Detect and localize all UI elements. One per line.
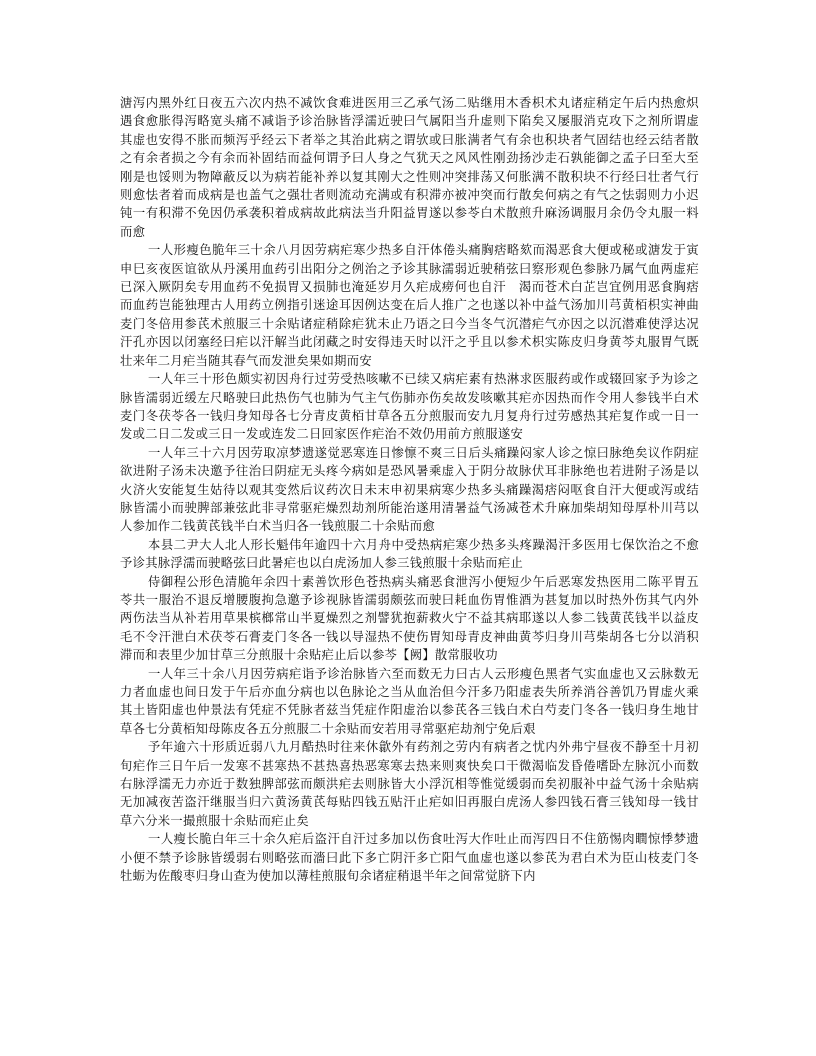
paragraph: 侍御程公形色清脆年余四十素善饮形色苍热病头痛恶食泄泻小便短少午后恶寒发热医用二陈平胃五苓共一服治不退反增腰腹拘急邀予诊视脉皆濡弱颇弦而驶曰耗血伤胃惟酒为甚复加以时热外伤其气内外两伤法当从补若用草果槟榔常山半夏燥烈之剂譬犹抱薪救火宁不益其病耶遂以人参二钱黄芪钱半以益皮毛不令汗泄白术茯苓石膏麦门冬各一钱以导湿热不使伤胃知母青皮神曲黄芩归身川芎柴胡各七分以消积滞而和表里少加甘草三分煎服十余贴疟止后以参芩【阙】散常服收功: [120, 574, 699, 663]
paragraph: 一人年三十余八月因劳病疟诣予诊治脉皆六至而数无力曰古人云形瘦色黑者气实血虚也又云脉数无力者血虚也间日发于午后亦血分病也以色脉论之当从血治但今汗多乃阳虚表失所养消谷善饥乃胃虚火乘其土皆阳虚也仲景法有凭症不凭脉者兹当凭症作阳虚治以参芪各三钱白术白芍麦门冬各一钱归身生地甘草各七分黄栢知母陈皮各五分煎服二十余贴而安若用寻常驱疟劫剂宁免后艰: [120, 666, 699, 736]
paragraph: 溏泻内黑外红日夜五六次内热不减饮食难进医用三乙承气汤二贴继用木香枳术丸诸症稍定午后内热愈炽遇食愈胀得泻略宽头痛不减诣予诊治脉皆浮濡近驶曰气属阳当升虚则下陷矣又屡服消克攻下之剂所谓虚其虚也安得不胀而频泻乎经云下者举之其治此病之谓欤或曰胀满者气有余也积块者气固结也经云结者散之有余者损之今有余而补固结而益何谓予曰人身之气犹天之风风性刚劲扬沙走石孰能御之孟子曰至大至刚是也馁则为物障蔽反以为病若能补养以复其刚大之性则冲突排荡又何胀满不散积块不行经曰壮者气行则愈怯者着而成病是也盖气之强壮者则流动充满或有积滞亦被冲突而行散矣何病之有气之怯弱则力小迟钝一有积滞不免因仍承袭积着成病故此病法当升阳益胃遂以参苓白术散煎升麻汤调服月余仍令丸服一料而愈: [120, 96, 699, 239]
paragraph: 予年逾六十形质近弱八九月酷热时往来休歙外有药剂之劳内有病者之忧内外弗宁昼夜不静至十月初旬疟作三日午后一发寒不甚寒热不甚热喜热恶寒寒去热来则爽快矣口干微渴临发昏倦嗜卧左脉沉小而数右脉浮濡无力亦近于数独脾部弦而颇洪疟去则脉皆大小浮沉相等惟觉缓弱而矣初服补中益气汤十余贴病无加减夜苦盗汗继服当归六黄汤黄芪每贴四钱五贴汗止疟如旧再服白虎汤人参四钱石膏三钱知母一钱甘草六分米一撮煎服十余贴而疟止矣: [120, 740, 699, 828]
paragraph: 一人瘦长脆白年三十余久疟后盗汗自汗过多加以伤食吐泻大作吐止而泻四日不住筋惕肉瞤惊悸梦遗小便不禁予诊脉皆缓弱右则略弦而濇曰此下多亡阴汗多亡阳气血虚也遂以参芪为君白术为臣山枝麦门冬牡蛎为佐酸枣归身山查为使加以薄桂煎服旬余诸症稍退半年之间常觉脐下内: [120, 832, 699, 884]
document-page: [120, 94, 699, 885]
paragraph: 本县二尹大人北人形长魁伟年逾四十六月舟中受热病疟寒少热多头疼躁渴汗多医用七保饮治之不愈予诊其脉浮濡而驶略弦曰此暑疟也以白虎汤加人参三钱煎服十余贴而疟止: [120, 537, 699, 571]
paragraph: 一人年三十六月因劳取凉梦遗遂觉恶寒连日惨懔不爽三日后头痛躁闷家人诊之惊曰脉绝矣议作阴症欲进附子汤未决邀予往治曰阴症无头疼今病如是恐风暑乘虚入于阴分故脉伏耳非脉绝也若进附子汤是以火济火安能复生姑待以观其变然后议药次日未末申初果病寒少热多头痛躁渴痞闷呕食自汗大便或泻或结脉皆濡小而驶脾部兼弦此非寻常驱疟燥烈劫剂所能治遂用清暑益气汤减苍术升麻加柴胡知母厚朴川芎以人参加作二钱黄芪钱半白术当归各一钱煎服二十余贴而愈: [120, 445, 699, 534]
paragraph: 一人年三十形色颇实初因舟行过劳受热咳嗽不已续又病疟素有热淋求医服药或作或辍回家予为诊之脉皆濡弱近缓左尺略驶曰此热伤气也肺为气主气伤肺亦伤矣故发咳嗽其疟亦因热而作令用人参钱半白术麦门冬茯苓各一钱归身知母各七分青皮黄栢甘草各五分煎服而安九月复舟行过劳感热其疟复作或一日一发或二日二发或三日一发或连发二日回家医作疟治不效仍用前方煎服遂安: [120, 372, 699, 442]
paragraph: 一人形瘦色脆年三十余八月因劳病疟寒少热多自汗体倦头痛胸痞略欬而渴恶食大便或秘或溏发于寅申巳亥夜医谊欲从丹溪用血药引出阳分之例治之予诊其脉濡弱近驶稍弦曰察形观色参脉乃属气血两虚疟已深入厥阴矣专用血药不免损胃又损肺也淹延岁月久疟成痨何也自汗 渴而苍术白芷岂宜例用恶食胸痞而血药岂能独理古人用药立例指引迷途耳因例达变在后人推广之也遂以补中益气汤加川芎黄栢枳实神曲麦门冬倍用参芪术煎服三十余贴诸症稍除疟犹未止乃语之曰今当冬气沉潜疟气亦因之以沉潜难使浮达况汗孔亦因以闭塞经曰疟以汗解当此闭藏之时安得违天时以汗之乎且以参术枳实陈皮归身黄芩丸服胃气既壮来年二月疟当随其春气而发泄矣果如期而安: [120, 243, 699, 368]
